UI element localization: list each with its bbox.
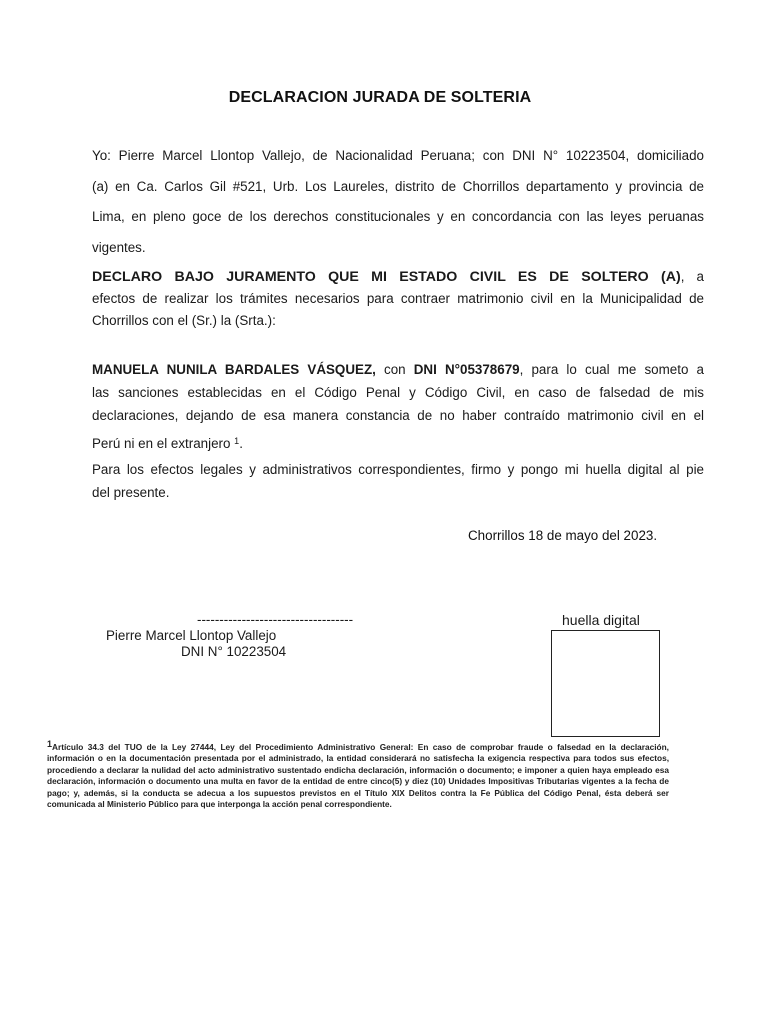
paragraph-line: Yo: Pierre Marcel Llontop Vallejo, de Nacionalidad Peruana; con DNI N° 10223504, domiciliado (92, 148, 704, 163)
paragraph-line: Chorrillos con el (Sr.) la (Srta.): (92, 313, 276, 328)
declaration-line (92, 266, 704, 288)
paragraph-last-line (92, 430, 704, 455)
paragraph-line: del presente. (92, 485, 170, 500)
paragraph-line: declaraciones, dejando de esa manera constancia de no haber contraído matrimonio civil en el (92, 408, 704, 423)
declaration-continuation: , a (680, 269, 704, 284)
spouse-name: MANUELA NUNILA BARDALES VÁSQUEZ, (92, 362, 376, 377)
paragraph-spouse (92, 358, 704, 455)
last-line-period: . (239, 436, 243, 451)
spouse-dni: DNI N°05378679 (413, 362, 520, 377)
paragraph-declarant (92, 141, 704, 263)
fingerprint-label: huella digital (562, 612, 640, 628)
footnote (47, 739, 669, 810)
last-line-text: Perú ni en el extranjero (92, 436, 235, 451)
paragraph-line: vigentes. (92, 239, 146, 255)
signer-dni: DNI N° 10223504 (181, 644, 287, 659)
paragraph-line: las sanciones establecidas en el Código Penal y Código Civil, en caso de falsedad de mis (92, 385, 704, 400)
footnote-text: Artículo 34.3 del TUO de la Ley 27444, Ley del Procedimiento Administrativo General: En caso de comprobar fraude o falsedad en la declaración, información o en la documentación presentada por el administrado, la entidad considerará no satisfecha la exigencia respectiva para todos sus efectos, procediendo a declarar la nulidad del acto administrativo sustentado endicha declaración, información o documento; e imponer a quien haya empleado esa declaración, información o documento una multa en favor de la entidad de entre cinco(5) y diez (10) Unidades Impositivas Tributarias vigentes a la fecha de pago; y, además, si la conducta se adecua a los supuestos previstos en el Título XIX Delitos contra la Fe Pública del Código Penal, ésta deberá ser comunicada al Ministerio Público para que interponga la acción penal correspondiente. (47, 742, 669, 810)
spouse-line (92, 358, 704, 381)
connector-text: con (375, 362, 414, 377)
paragraph-line: Para los efectos legales y administrativos correspondientes, firmo y pongo mi huella digital al pie (92, 462, 704, 477)
fingerprint-box (551, 630, 660, 737)
footnote-mark: 1 (47, 739, 53, 749)
paragraph-declaration (92, 266, 704, 332)
place-date: Chorrillos 18 de mayo del 2023. (468, 528, 658, 543)
declaration-statement: DECLARO BAJO JURAMENTO QUE MI ESTADO CIVIL ES DE SOLTERO (A) (92, 269, 681, 285)
paragraph-line: (a) en Ca. Carlos Gil #521, Urb. Los Laureles, distrito de Chorrillos departamento y provincia de (92, 178, 704, 194)
paragraph-closing (92, 458, 704, 504)
signer-name: Pierre Marcel Llontop Vallejo (106, 628, 277, 643)
paragraph-line: Lima, en pleno goce de los derechos constitucionales y en concordancia con las leyes peruanas (92, 209, 704, 224)
document-title: DECLARACION JURADA DE SOLTERIA (228, 89, 532, 106)
footnote-reference: 1 (234, 436, 240, 446)
spouse-line-rest: , para lo cual me someto a (519, 362, 705, 377)
paragraph-line: efectos de realizar los trámites necesarios para contraer matrimonio civil en la Municipalidad de (92, 291, 704, 306)
signature-line: ----------------------------------- (197, 612, 354, 627)
